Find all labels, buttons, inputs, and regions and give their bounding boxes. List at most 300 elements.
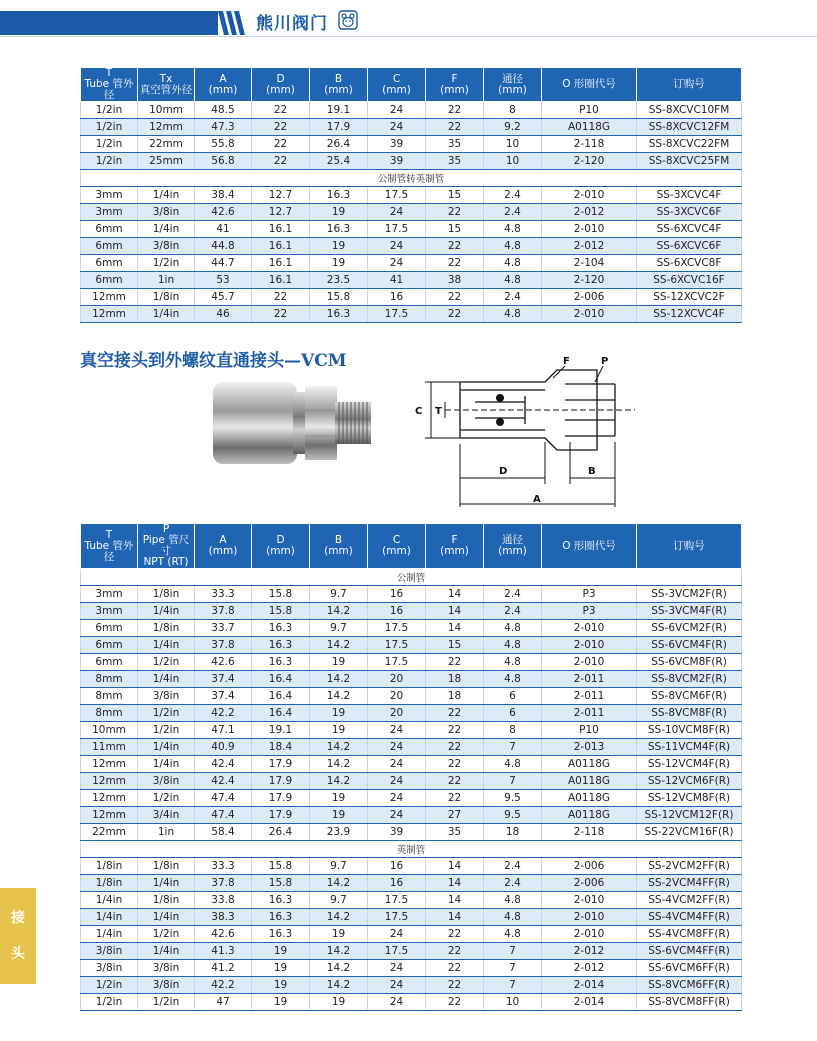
table-cell: 4.8 <box>484 654 542 671</box>
table-cell: 2-011 <box>542 688 637 705</box>
table-row <box>81 136 742 153</box>
table-cell: 12.7 <box>252 187 310 204</box>
table-cell: 4.8 <box>484 306 542 323</box>
table-cell: 16.3 <box>252 620 310 637</box>
table-row <box>81 153 742 170</box>
column-header-line: O 形圈代号 <box>562 539 616 552</box>
table-cell: 53 <box>195 272 252 289</box>
table-cell: 16.1 <box>252 272 310 289</box>
table-cell: A0118G <box>542 756 637 773</box>
table-cell: 42.6 <box>195 654 252 671</box>
table-cell: 35 <box>426 824 484 841</box>
table-cell: 12.7 <box>252 204 310 221</box>
table-cell: 22 <box>426 102 484 119</box>
table-cell: SS-12XCVC2F <box>637 289 742 306</box>
column-header <box>484 524 542 569</box>
table-cell: 27 <box>426 807 484 824</box>
table-cell: 16.3 <box>310 187 368 204</box>
table-cell: 4.8 <box>484 756 542 773</box>
table-row <box>81 960 742 977</box>
table-cell: SS-3XCVC6F <box>637 204 742 221</box>
column-header <box>252 524 310 569</box>
table-cell: 56.8 <box>195 153 252 170</box>
table-cell: 17.5 <box>368 892 426 909</box>
column-header <box>252 68 310 102</box>
table-cell: 24 <box>368 960 426 977</box>
table-cell: 17.9 <box>252 807 310 824</box>
table-cell: 14.2 <box>310 637 368 654</box>
table-cell: 19 <box>310 722 368 739</box>
table-cell: SS-8VCM8FF(R) <box>637 994 742 1011</box>
table-cell: 16.3 <box>252 926 310 943</box>
table-row <box>81 892 742 909</box>
table-cell: 24 <box>368 773 426 790</box>
table-cell: 3/8in <box>138 960 195 977</box>
table-cell: 6mm <box>81 654 138 671</box>
table-cell: 1/2in <box>81 136 138 153</box>
table-cell: 19 <box>310 204 368 221</box>
table-cell: 39 <box>368 136 426 153</box>
table-cell: 1/4in <box>138 671 195 688</box>
table-cell: 1/4in <box>138 187 195 204</box>
table-row <box>81 204 742 221</box>
table-cell: 1/2in <box>138 654 195 671</box>
table-cell: 1/8in <box>138 289 195 306</box>
table-cell: 2-014 <box>542 977 637 994</box>
vcm-fitting-photo <box>205 372 375 472</box>
svg-text:C: C <box>415 406 423 417</box>
table-cell: 7 <box>484 739 542 756</box>
table-cell: 24 <box>368 994 426 1011</box>
section-label: 英制管 <box>81 841 742 858</box>
table-row <box>81 306 742 323</box>
table-cell: 10mm <box>81 722 138 739</box>
table-row <box>81 824 742 841</box>
table-cell: 4.8 <box>484 637 542 654</box>
table-cell: 35 <box>426 153 484 170</box>
table-row <box>81 671 742 688</box>
table-cell: 47 <box>195 994 252 1011</box>
table-cell: 10 <box>484 153 542 170</box>
table-cell: 35 <box>426 136 484 153</box>
table-row <box>81 238 742 255</box>
table-row <box>81 790 742 807</box>
table-cell: 14.2 <box>310 688 368 705</box>
table-row <box>81 654 742 671</box>
table-cell: 6mm <box>81 620 138 637</box>
side-tab-char-1: 接 <box>11 910 25 926</box>
column-header-line: 通径 <box>502 72 523 85</box>
table-cell: 19 <box>252 960 310 977</box>
table-cell: 10 <box>484 136 542 153</box>
column-header-line: F <box>451 72 458 85</box>
table-cell: 1/2in <box>81 994 138 1011</box>
table-cell: 1/4in <box>138 909 195 926</box>
table-cell: 3mm <box>81 586 138 603</box>
table-cell: 47.4 <box>195 807 252 824</box>
table-cell: 1/8in <box>138 892 195 909</box>
section-label: 公制管 <box>81 569 742 586</box>
section-row <box>81 170 742 187</box>
table-cell: 16.4 <box>252 688 310 705</box>
table-cell: 1/2in <box>81 153 138 170</box>
table-cell: 1/8in <box>81 858 138 875</box>
column-header-line: T <box>105 67 113 79</box>
table-cell: 2-012 <box>542 943 637 960</box>
table-cell: 8 <box>484 102 542 119</box>
table-cell: 16.4 <box>252 671 310 688</box>
table-cell: 15 <box>426 637 484 654</box>
table-cell: 2-012 <box>542 960 637 977</box>
table-cell: 6mm <box>81 255 138 272</box>
table-cell: 3/8in <box>138 688 195 705</box>
table-cell: 2-010 <box>542 306 637 323</box>
table-cell: 2.4 <box>484 603 542 620</box>
table-cell: 17.9 <box>310 119 368 136</box>
table-cell: 15 <box>426 221 484 238</box>
table-cell: 4.8 <box>484 221 542 238</box>
table-cell: 12mm <box>81 807 138 824</box>
table-cell: SS-12VCM4F(R) <box>637 756 742 773</box>
table-cell: 14 <box>426 858 484 875</box>
column-header-line: 订购号 <box>673 78 705 90</box>
table-cell: SS-4VCM2FF(R) <box>637 892 742 909</box>
table-cell: SS-8VCM8F(R) <box>637 705 742 722</box>
table-cell: 22 <box>252 289 310 306</box>
table-cell: SS-12VCM6F(R) <box>637 773 742 790</box>
table-cell: 17.5 <box>368 637 426 654</box>
section-row <box>81 841 742 858</box>
table-row <box>81 187 742 204</box>
table-cell: 16 <box>368 858 426 875</box>
table-cell: 1/2in <box>138 722 195 739</box>
table-cell: 3mm <box>81 204 138 221</box>
table-cell: A0118G <box>542 807 637 824</box>
table-cell: SS-8XCVC25FM <box>637 153 742 170</box>
table-cell: SS-12VCM8F(R) <box>637 790 742 807</box>
table-cell: 2-006 <box>542 289 637 306</box>
table-cell: 4.8 <box>484 255 542 272</box>
side-category-tab <box>0 888 36 984</box>
table-cell: 33.7 <box>195 620 252 637</box>
table-cell: 47.4 <box>195 790 252 807</box>
table-cell: 37.8 <box>195 603 252 620</box>
table-cell: P10 <box>542 722 637 739</box>
table-cell: SS-3XCVC4F <box>637 187 742 204</box>
table-cell: SS-3VCM2F(R) <box>637 586 742 603</box>
table-cell: 22 <box>426 705 484 722</box>
table-cell: 2-006 <box>542 858 637 875</box>
table-cell: 19.1 <box>252 722 310 739</box>
brand-title: 熊川阀门 <box>256 14 328 34</box>
table-cell: 16.3 <box>310 306 368 323</box>
table-cell: 12mm <box>81 790 138 807</box>
table-cell: 25mm <box>138 153 195 170</box>
table-cell: 39 <box>368 153 426 170</box>
column-header-line: (mm) <box>382 83 411 96</box>
table-cell: 1/2in <box>138 790 195 807</box>
table-row <box>81 756 742 773</box>
table-cell: 22 <box>426 255 484 272</box>
table-cell: SS-6VCM4FF(R) <box>637 943 742 960</box>
table-cell: 33.3 <box>195 586 252 603</box>
table-row <box>81 620 742 637</box>
table-cell: 9.7 <box>310 892 368 909</box>
table-cell: 14 <box>426 875 484 892</box>
table-cell: 6 <box>484 705 542 722</box>
table-row <box>81 909 742 926</box>
column-header-line: (mm) <box>440 83 469 96</box>
table-row <box>81 255 742 272</box>
table-cell: 16.3 <box>310 221 368 238</box>
table-cell: 3/4in <box>138 807 195 824</box>
table-cell: 16 <box>368 603 426 620</box>
table-cell: 24 <box>368 238 426 255</box>
table-cell: 3mm <box>81 187 138 204</box>
table-cell: 26.4 <box>252 824 310 841</box>
table-cell: 47.3 <box>195 119 252 136</box>
table-cell: 12mm <box>81 289 138 306</box>
table-cell: 33.3 <box>195 858 252 875</box>
table-cell: A0118G <box>542 119 637 136</box>
column-header <box>637 68 742 102</box>
table-cell: SS-2VCM4FF(R) <box>637 875 742 892</box>
table-cell: 1/8in <box>138 586 195 603</box>
column-header-line: (mm) <box>498 545 527 557</box>
table-cell: 9.7 <box>310 586 368 603</box>
table-cell: 22 <box>252 153 310 170</box>
table-cell: 19 <box>310 790 368 807</box>
table-cell: 37.8 <box>195 875 252 892</box>
table-cell: 1/8in <box>138 858 195 875</box>
column-header <box>138 68 195 102</box>
table-cell: 22 <box>426 943 484 960</box>
column-header <box>484 68 542 102</box>
table-cell: SS-6XCVC16F <box>637 272 742 289</box>
table-cell: 22mm <box>138 136 195 153</box>
table-cell: 2-014 <box>542 994 637 1011</box>
table-cell: 14.2 <box>310 739 368 756</box>
table-cell: SS-3VCM4F(R) <box>637 603 742 620</box>
table-cell: 22 <box>426 773 484 790</box>
table-cell: 2-104 <box>542 255 637 272</box>
table-cell: 6mm <box>81 637 138 654</box>
table-cell: 3/8in <box>138 773 195 790</box>
table-cell: P3 <box>542 603 637 620</box>
table-cell: 22 <box>426 994 484 1011</box>
table-row <box>81 739 742 756</box>
table-cell: 24 <box>368 204 426 221</box>
xcvc-spec-table <box>80 67 742 323</box>
table-cell: 12mm <box>81 306 138 323</box>
table-cell: 14.2 <box>310 671 368 688</box>
table-cell: SS-12XCVC4F <box>637 306 742 323</box>
table-cell: 3/8in <box>138 204 195 221</box>
svg-text:A: A <box>533 494 541 505</box>
table-cell: 24 <box>368 119 426 136</box>
table-cell: 47.1 <box>195 722 252 739</box>
table-cell: 22 <box>426 204 484 221</box>
table-cell: SS-6VCM8F(R) <box>637 654 742 671</box>
table-cell: 42.6 <box>195 926 252 943</box>
table-cell: 17.5 <box>368 221 426 238</box>
table-cell: 18 <box>426 688 484 705</box>
vcm-dimension-drawing <box>405 352 645 514</box>
table-cell: 1/4in <box>138 875 195 892</box>
table-cell: SS-11VCM4F(R) <box>637 739 742 756</box>
column-header-line: (mm) <box>382 545 411 557</box>
table-cell: 24 <box>368 977 426 994</box>
table-cell: SS-6VCM6FF(R) <box>637 960 742 977</box>
svg-text:B: B <box>588 466 596 477</box>
table-cell: 1/2in <box>81 119 138 136</box>
section-row <box>81 569 742 586</box>
table-cell: 22 <box>426 739 484 756</box>
table-cell: 41.2 <box>195 960 252 977</box>
table-cell: 37.4 <box>195 671 252 688</box>
column-header-line: A <box>219 534 227 546</box>
column-header <box>637 524 742 569</box>
table-cell: 16.3 <box>252 892 310 909</box>
table-cell: 40.9 <box>195 739 252 756</box>
table-cell: 10mm <box>138 102 195 119</box>
table-cell: 14.2 <box>310 909 368 926</box>
table-cell: 12mm <box>138 119 195 136</box>
table-cell: 1/4in <box>138 943 195 960</box>
table-cell: 17.9 <box>252 790 310 807</box>
table-cell: 17.5 <box>368 909 426 926</box>
table-cell: 2-011 <box>542 705 637 722</box>
table-cell: 2.4 <box>484 289 542 306</box>
table-cell: 1/4in <box>138 603 195 620</box>
column-header <box>426 524 484 569</box>
column-header-line: (mm) <box>266 545 295 557</box>
table-cell: 14 <box>426 909 484 926</box>
column-header-line: (mm) <box>440 545 469 557</box>
table-row <box>81 586 742 603</box>
svg-text:T: T <box>435 406 442 417</box>
column-header-line: C <box>392 534 401 546</box>
table-cell: 2-120 <box>542 153 637 170</box>
table-cell: 2-012 <box>542 204 637 221</box>
svg-text:F: F <box>563 356 570 367</box>
table-cell: 1/4in <box>138 756 195 773</box>
table-cell: 1/4in <box>138 306 195 323</box>
table-cell: 22 <box>252 119 310 136</box>
table-cell: 1/2in <box>138 255 195 272</box>
column-header-line: A <box>219 72 227 85</box>
table-cell: SS-8VCM6F(R) <box>637 688 742 705</box>
table-cell: 1/4in <box>81 926 138 943</box>
table-cell: 22 <box>252 136 310 153</box>
table-cell: 22 <box>426 119 484 136</box>
table-cell: 9.2 <box>484 119 542 136</box>
table-row <box>81 289 742 306</box>
table-cell: 2.4 <box>484 187 542 204</box>
column-header-line: D <box>276 534 285 546</box>
table-row <box>81 102 742 119</box>
table-cell: 17.5 <box>368 943 426 960</box>
column-header-line: Tube 管外径 <box>84 539 134 563</box>
table-cell: 16.3 <box>252 654 310 671</box>
table-cell: 19 <box>310 807 368 824</box>
table-cell: 17.5 <box>368 654 426 671</box>
table-cell: 37.4 <box>195 688 252 705</box>
table-cell: 16.1 <box>252 255 310 272</box>
table-cell: 6mm <box>81 272 138 289</box>
table-cell: 1/2in <box>138 705 195 722</box>
table-cell: 6 <box>484 688 542 705</box>
table-cell: 22 <box>426 289 484 306</box>
table-cell: P10 <box>542 102 637 119</box>
table-cell: 2-010 <box>542 620 637 637</box>
table-cell: 9.7 <box>310 620 368 637</box>
table-cell: 2-010 <box>542 892 637 909</box>
vcm-section-title: 真空接头到外螺纹直通接头—VCM <box>80 351 347 371</box>
table-cell: 11mm <box>81 739 138 756</box>
table-cell: 14.2 <box>310 977 368 994</box>
table-cell: 22 <box>426 654 484 671</box>
table-cell: 24 <box>368 756 426 773</box>
column-header-line: D <box>276 72 285 85</box>
table-cell: 10 <box>484 994 542 1011</box>
table-cell: SS-8VCM2F(R) <box>637 671 742 688</box>
table-cell: 19 <box>252 977 310 994</box>
table-cell: 4.8 <box>484 620 542 637</box>
table-cell: 46 <box>195 306 252 323</box>
column-header <box>81 68 138 102</box>
table-row <box>81 926 742 943</box>
table-cell: 14.2 <box>310 960 368 977</box>
table-cell: 12mm <box>81 773 138 790</box>
table-cell: A0118G <box>542 773 637 790</box>
table-cell: 22mm <box>81 824 138 841</box>
table-cell: 42.4 <box>195 773 252 790</box>
table-cell: 24 <box>368 255 426 272</box>
table-cell: 12mm <box>81 756 138 773</box>
table-cell: 33.8 <box>195 892 252 909</box>
table-cell: 16 <box>368 586 426 603</box>
table-cell: 1/4in <box>138 739 195 756</box>
table-cell: 2-118 <box>542 824 637 841</box>
table-cell: 44.8 <box>195 238 252 255</box>
table-cell: 2-010 <box>542 926 637 943</box>
table-row <box>81 705 742 722</box>
table-cell: 18 <box>426 671 484 688</box>
table-cell: P3 <box>542 586 637 603</box>
table-cell: 16.3 <box>252 637 310 654</box>
table-cell: 19 <box>310 705 368 722</box>
table-cell: 22 <box>426 306 484 323</box>
table-cell: 42.2 <box>195 977 252 994</box>
table-row <box>81 943 742 960</box>
table-cell: 2.4 <box>484 586 542 603</box>
table-cell: SS-2VCM2FF(R) <box>637 858 742 875</box>
table-cell: SS-12VCM12F(R) <box>637 807 742 824</box>
table-cell: 38 <box>426 272 484 289</box>
column-header <box>426 68 484 102</box>
table-cell: 42.6 <box>195 204 252 221</box>
table-cell: 17.9 <box>252 773 310 790</box>
table-cell: 38.4 <box>195 187 252 204</box>
table-cell: 20 <box>368 705 426 722</box>
table-cell: 15.8 <box>252 858 310 875</box>
table-row <box>81 773 742 790</box>
table-cell: 1/2in <box>138 994 195 1011</box>
table-cell: 8mm <box>81 688 138 705</box>
table-row <box>81 858 742 875</box>
table-cell: 2-011 <box>542 671 637 688</box>
